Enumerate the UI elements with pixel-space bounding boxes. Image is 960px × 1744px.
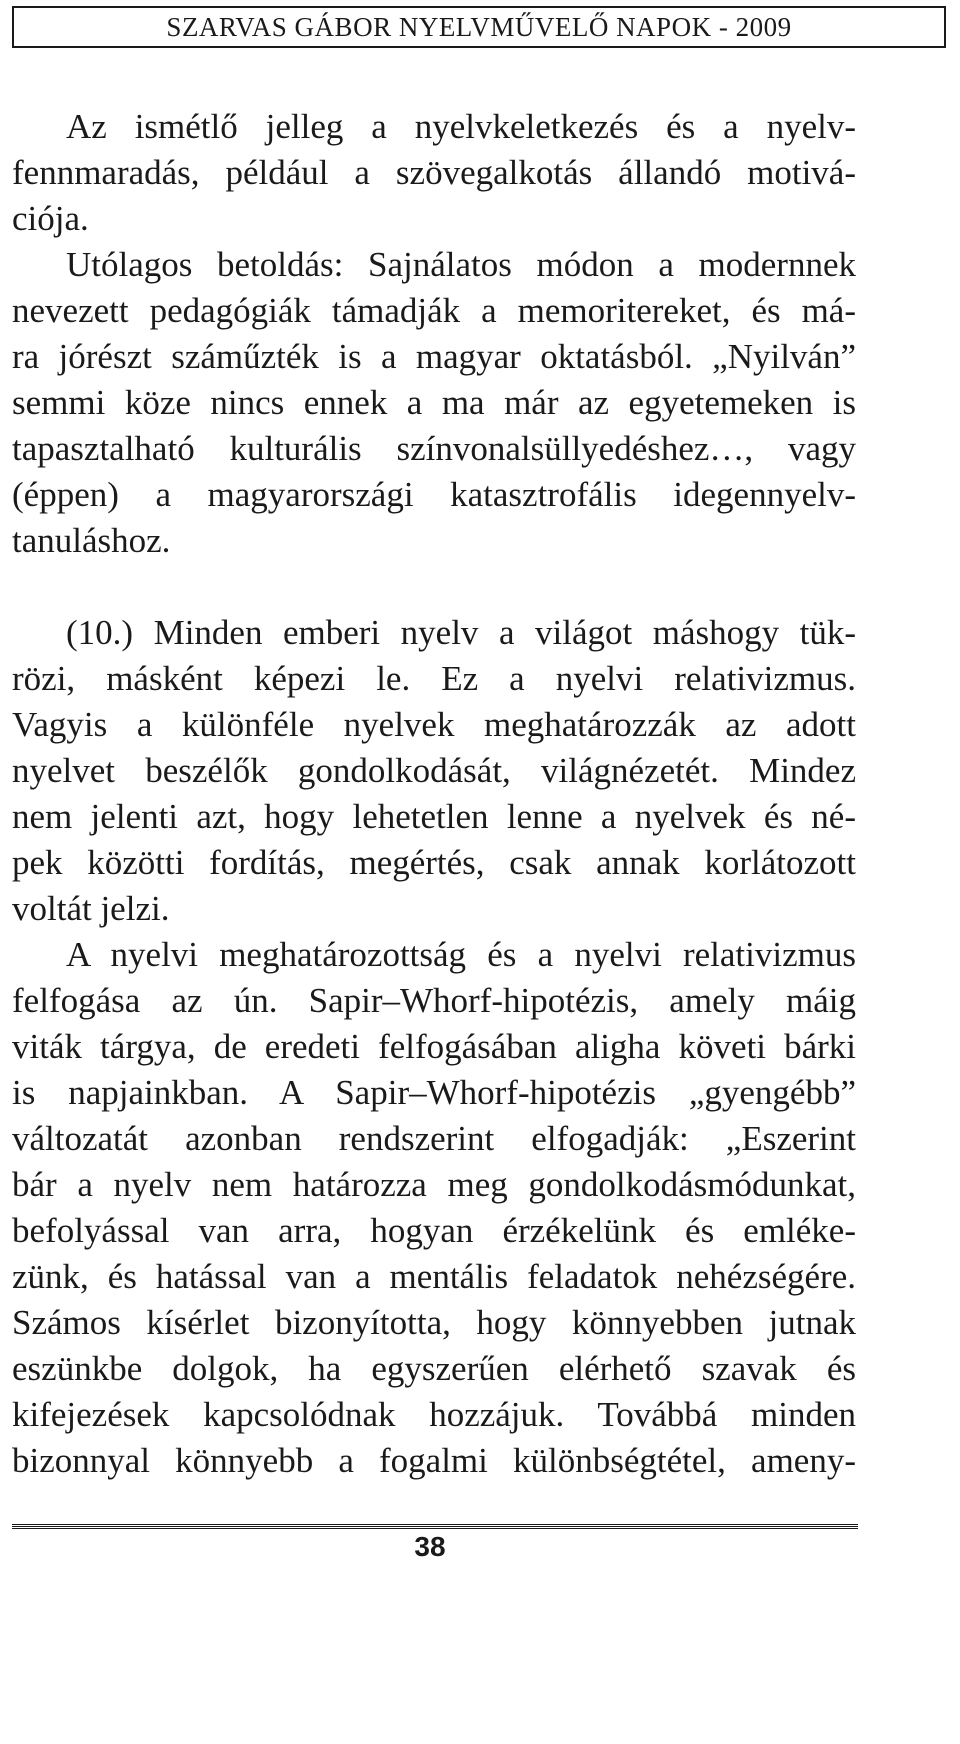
text-line: változatát azonban rendszerint elfogadják: „Eszerint	[12, 1119, 856, 1158]
text-line: bizonnyal könnyebb a fogalmi különbségtétel, ameny-	[12, 1441, 856, 1480]
text-line: zünk, és hatással van a mentális feladatok nehézségére.	[12, 1257, 856, 1296]
text-line: tanuláshoz.	[12, 521, 171, 560]
text-line: tapasztalható kulturális színvonalsüllyedéshez…, vagy	[12, 429, 856, 468]
text-line: nyelvet beszélők gondolkodását, világnézetét. Mindez	[12, 751, 856, 790]
text-line: (10.) Minden emberi nyelv a világot máshogy tük-	[66, 613, 856, 652]
text-line: kifejezések kapcsolódnak hozzájuk. Továbbá minden	[12, 1395, 856, 1434]
paragraph-gap	[12, 564, 856, 610]
text-line: Vagyis a különféle nyelvek meghatározzák az adott	[12, 705, 856, 744]
text-line: ciója.	[12, 199, 89, 238]
body-text	[12, 104, 856, 1484]
text-line: bár a nyelv nem határozza meg gondolkodásmódunkat,	[12, 1165, 856, 1204]
text-line: nem jelenti azt, hogy lehetetlen lenne a nyelvek és né-	[12, 797, 856, 836]
text-line: Az ismétlő jelleg a nyelvkeletkezés és a nyelv-	[66, 107, 856, 146]
text-line: semmi köze nincs ennek a ma már az egyetemeken is	[12, 383, 856, 422]
text-line: Számos kísérlet bizonyította, hogy könnyebben jutnak	[12, 1303, 856, 1342]
running-header-title: SZARVAS GÁBOR NYELVMŰVELŐ NAPOK - 2009	[166, 11, 792, 42]
text-line: viták tárgya, de eredeti felfogásában aligha követi bárki	[12, 1027, 856, 1066]
running-header	[12, 6, 946, 48]
text-line: pek közötti fordítás, megértés, csak annak korlátozott	[12, 843, 856, 882]
text-line: (éppen) a magyarországi katasztrofális idegennyelv-	[12, 475, 856, 514]
text-line: rözi, másként képezi le. Ez a nyelvi relativizmus.	[12, 659, 856, 698]
text-line: is napjainkban. A Sapir–Whorf-hipotézis „gyengébb”	[12, 1073, 856, 1112]
text-line: A nyelvi meghatározottság és a nyelvi relativizmus	[66, 935, 856, 974]
text-line: felfogása az ún. Sapir–Whorf-hipotézis, amely máig	[12, 981, 856, 1020]
text-line: fennmaradás, például a szövegalkotás állandó motivá-	[12, 153, 856, 192]
text-line: eszünkbe dolgok, ha egyszerűen elérhető szavak és	[12, 1349, 856, 1388]
page-number: 38	[414, 1531, 446, 1562]
text-line: ra jórészt száműzték is a magyar oktatásból. „Nyilván”	[12, 337, 856, 376]
text-line: Utólagos betoldás: Sajnálatos módon a modernnek	[66, 245, 856, 284]
text-line: nevezett pedagógiák támadják a memoritereket, és má-	[12, 291, 856, 330]
text-line: voltát jelzi.	[12, 889, 170, 928]
text-line: befolyással van arra, hogyan érzékelünk és emléke-	[12, 1211, 856, 1250]
footer-rule	[12, 1524, 858, 1529]
